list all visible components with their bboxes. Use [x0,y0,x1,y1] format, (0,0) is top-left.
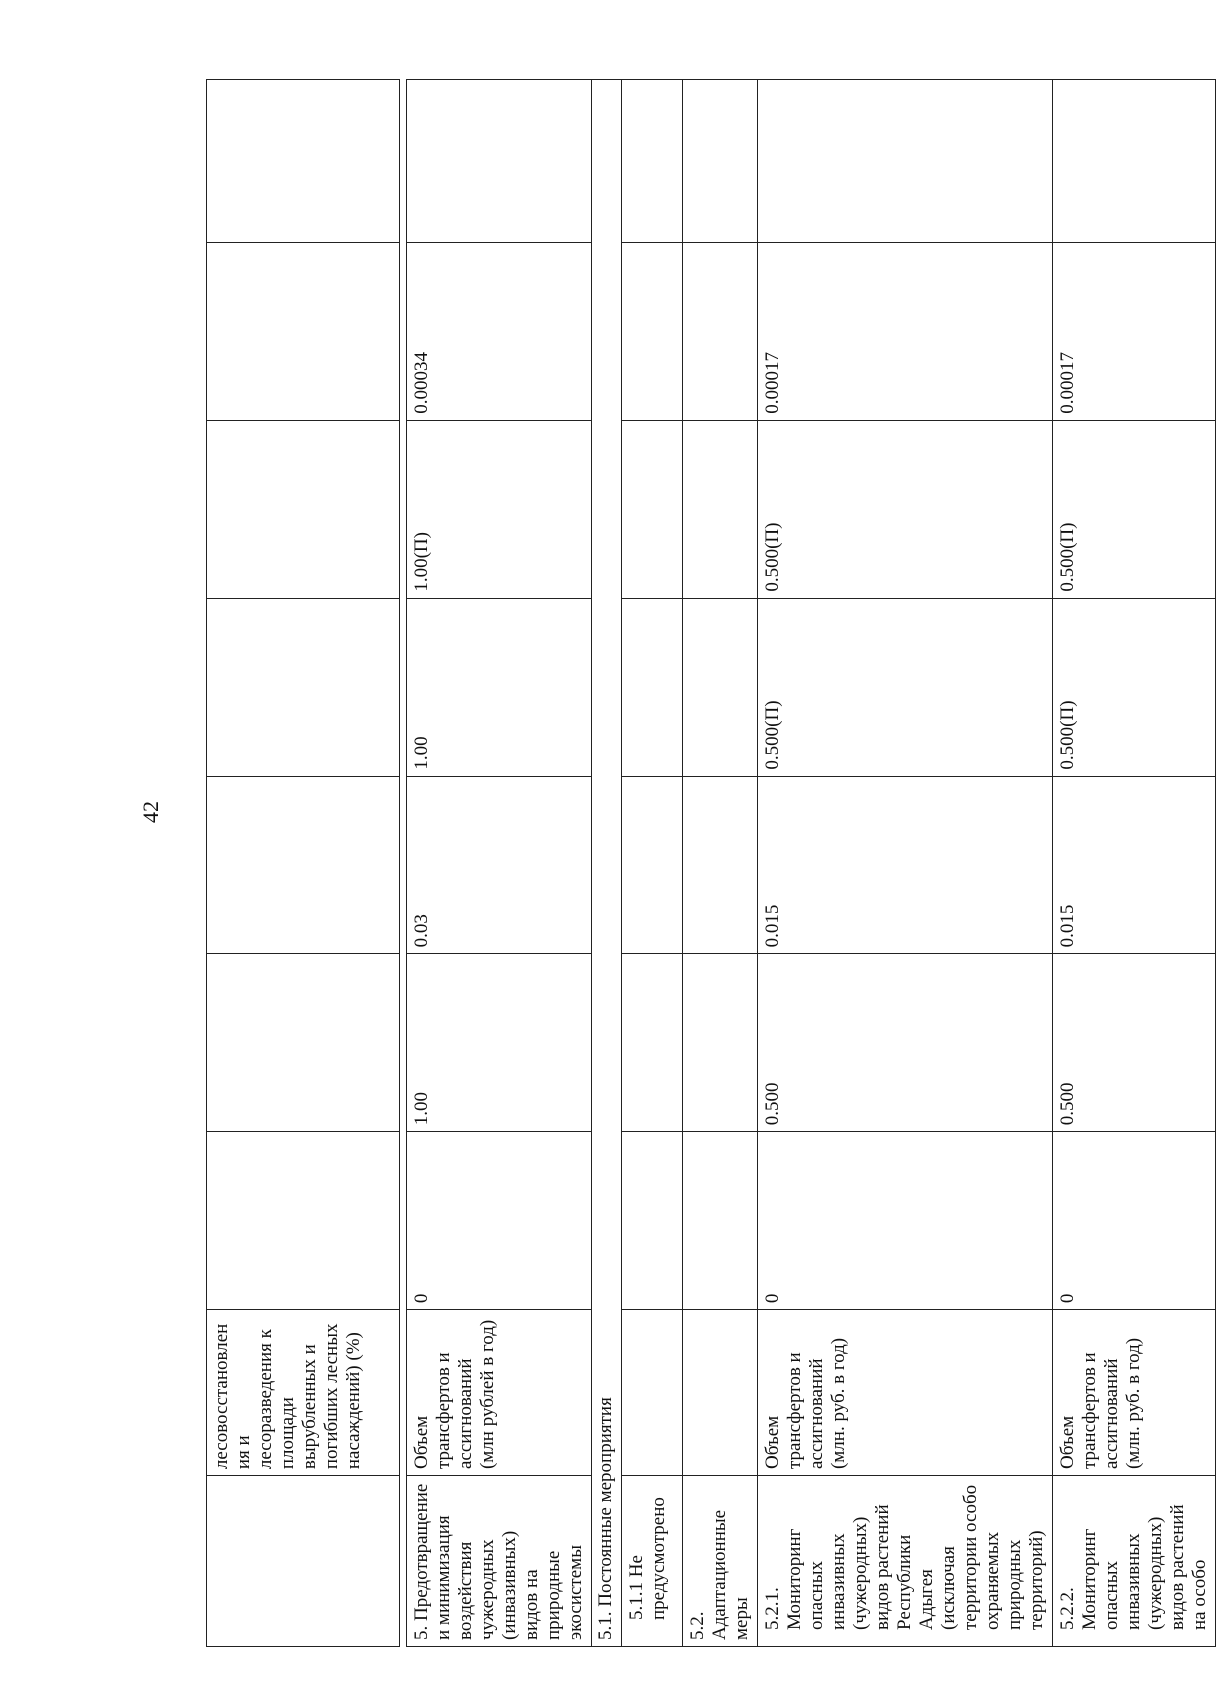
measures-table [406,79,1216,1647]
value-cell: 0.500 [758,954,1053,1132]
value-cell: 0.500(П) [1053,598,1216,776]
table-row [758,80,1053,1647]
continuation-table [206,79,400,1647]
measure-name: 5.1.1 Не предусмотрено [622,1476,683,1647]
measure-name: 5.2.1. Мониторинг опасных инвазивных (чужеродных) видов растений Республики Адыгея (исключая территории особо охраняемых природных территорий) [758,1476,1053,1647]
table-row [1053,80,1216,1647]
table-cell [622,80,683,243]
table-cell [758,80,1053,243]
value-cell [622,776,683,954]
value-cell: 0.00017 [1053,242,1216,420]
table-cell [207,80,400,243]
value-cell: 0.015 [1053,776,1216,954]
value-cell: 0.03 [407,776,592,954]
table-cell [207,1132,400,1310]
table-row [683,80,758,1647]
value-cell [683,954,758,1132]
value-cell [683,1132,758,1310]
indicator-name [683,1310,758,1476]
value-cell [683,242,758,420]
table-cell [683,80,758,243]
section-row [592,80,622,1647]
table-cell: лесовосстановлен ия и лесоразведения к площади вырубленных и погибших лесных насаждений) (%) [207,1310,400,1476]
table-cell [207,776,400,954]
value-cell: 1.00 [407,954,592,1132]
value-cell: 0.00017 [758,242,1053,420]
value-cell [622,1132,683,1310]
value-cell [622,954,683,1132]
table-cell [207,1476,400,1647]
table-cell [207,420,400,598]
table-cell [407,80,592,243]
value-cell [622,420,683,598]
value-cell [622,242,683,420]
measure-name: 5.2.2. Мониторинг опасных инвазивных (чужеродных) видов растений на особо [1053,1476,1216,1647]
value-cell: 0 [1053,1132,1216,1310]
value-cell: 0 [407,1132,592,1310]
indicator-name: Объем трансфертов и ассигнований (млн. руб. в год) [1053,1310,1216,1476]
value-cell: 0.500 [1053,954,1216,1132]
measure-name: 5.2. Адаптационные меры [683,1476,758,1647]
value-cell: 0.500(П) [758,420,1053,598]
value-cell [622,598,683,776]
rotated-content [138,79,1210,1647]
indicator-name: Объем трансфертов и ассигнований (млн. руб. в год) [758,1310,1053,1476]
value-cell [683,776,758,954]
value-cell: 1.00 [407,598,592,776]
measure-name: 5. Предотвращение и минимизация воздействия чужеродных (инвазивных) видов на природные экосистемы [407,1476,592,1647]
value-cell [683,420,758,598]
value-cell: 0 [758,1132,1053,1310]
page-number: 42 [138,801,163,823]
value-cell: 1.00(П) [407,420,592,598]
value-cell: 0.500(П) [1053,420,1216,598]
table-row [207,80,400,1647]
value-cell [683,598,758,776]
table-cell [207,242,400,420]
table-cell [207,954,400,1132]
section-heading: 5.1. Постоянные мероприятия [592,80,622,1647]
value-cell: 0.500(П) [758,598,1053,776]
value-cell: 0.015 [758,776,1053,954]
table-row [407,80,592,1647]
table-cell [207,598,400,776]
indicator-name: Объем трансфертов и ассигнований (млн рублей в год) [407,1310,592,1476]
value-cell: 0.00034 [407,242,592,420]
table-cell [1053,80,1216,243]
table-row [622,80,683,1647]
indicator-name [622,1310,683,1476]
